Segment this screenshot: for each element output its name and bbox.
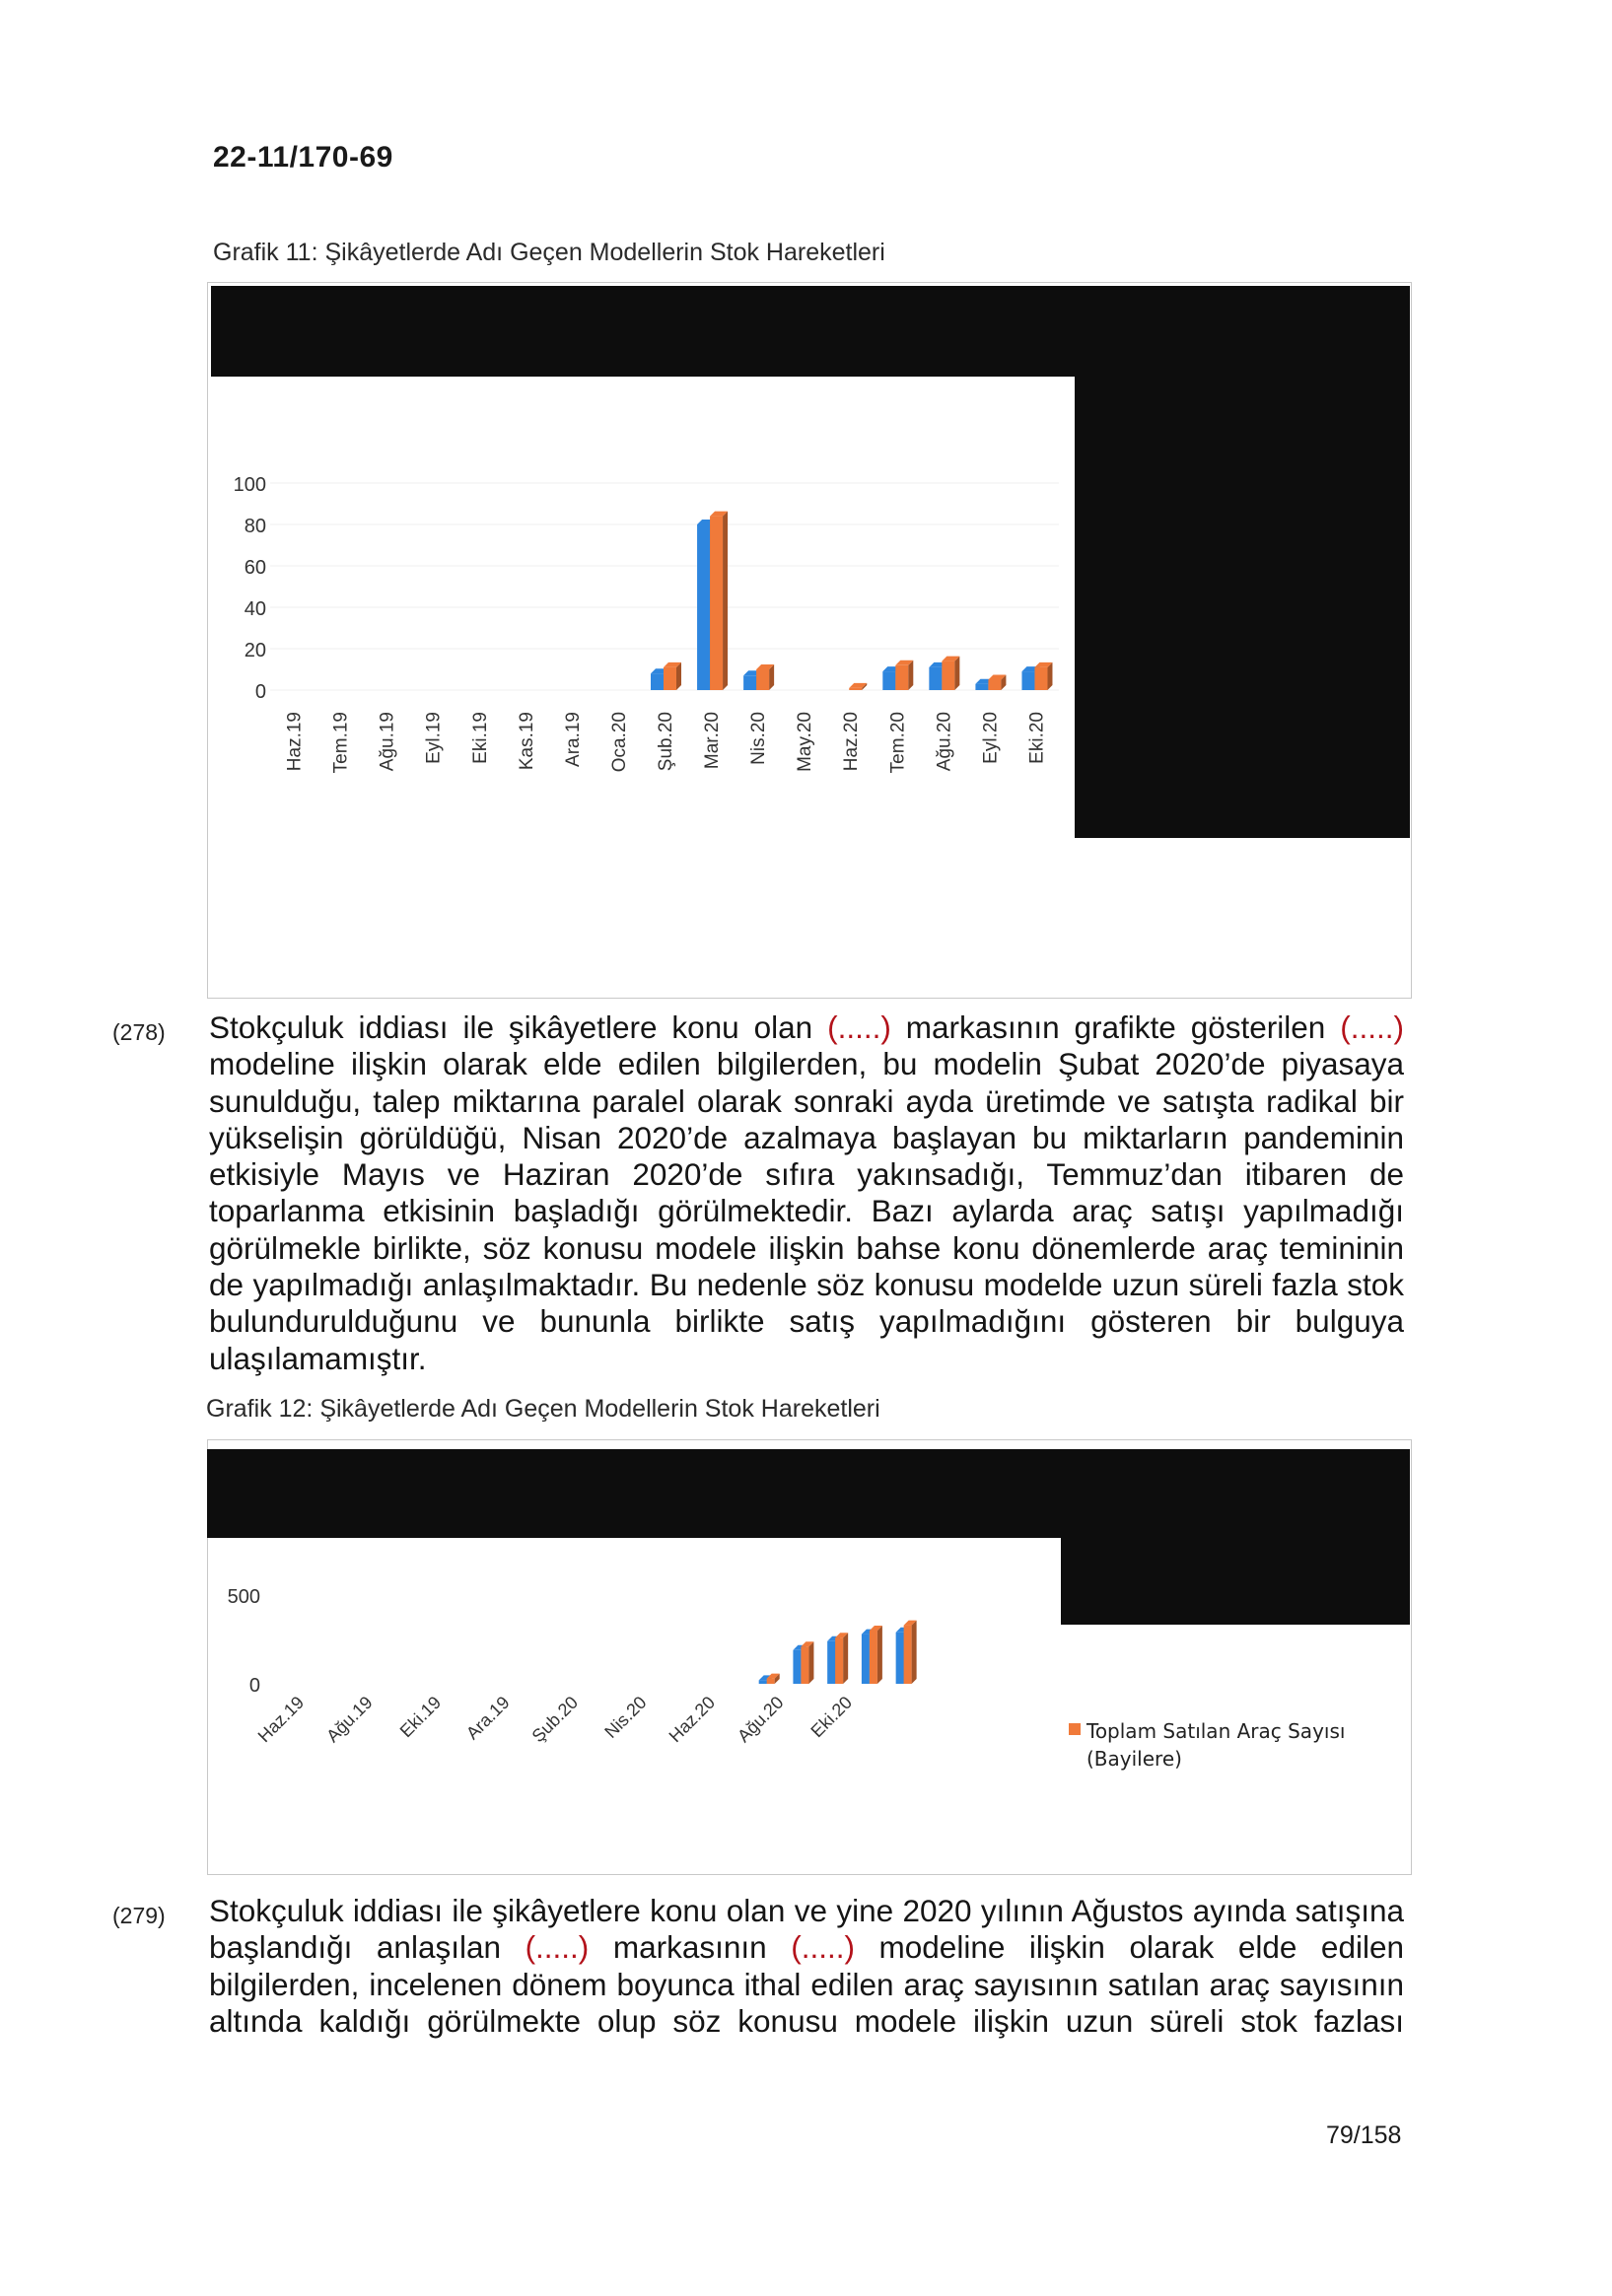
chart-11-x-tick: Mar.20 xyxy=(702,712,724,770)
chart-12-bar-side xyxy=(808,1641,813,1684)
chart-11-redaction-right xyxy=(1075,377,1410,838)
document-id: 22-11/170-69 xyxy=(213,141,393,174)
chart-12-legend-line1: Toplam Satılan Araç Sayısı xyxy=(1086,1719,1346,1743)
chart-11-redaction-top xyxy=(211,286,1410,377)
chart-11-x-tick: Ara.19 xyxy=(562,712,584,767)
chart-11-bar xyxy=(1021,671,1034,690)
chart-12-x-tick: Eki.20 xyxy=(806,1692,856,1742)
chart-11-bar xyxy=(942,661,954,690)
paragraph-279-line-2: başlandığı anlaşılan (.....) markasının (.....) modeline ilişkin olarak elde edilen xyxy=(209,1929,1404,1966)
chart-12-x-tick: Ara.19 xyxy=(461,1692,514,1744)
chart-12-x-tick: Ağu.19 xyxy=(322,1692,377,1747)
chart-11-bar-side xyxy=(908,661,913,690)
chart-12-legend-swatch xyxy=(1069,1723,1081,1735)
chart-11-x-tick: Ağu.19 xyxy=(377,712,398,772)
chart-11-plot xyxy=(211,453,1075,848)
chart-11-x-tick: Kas.19 xyxy=(516,712,537,771)
chart-11-y-tick: 20 xyxy=(244,640,266,661)
paragraph-278-text-b: markasının grafikte gösterilen xyxy=(890,1009,1341,1045)
chart-12-bar xyxy=(767,1679,775,1684)
paragraph-279-redacted-model: (.....) xyxy=(791,1929,855,1966)
chart-12-legend xyxy=(1086,1717,1345,1773)
chart-11-x-tick: Eki.20 xyxy=(1026,712,1048,764)
chart-12-bar xyxy=(801,1646,808,1684)
chart-11-bar xyxy=(975,684,988,690)
chart-12-bar xyxy=(870,1631,877,1684)
chart-11-x-tick: Nis.20 xyxy=(748,712,770,765)
paragraph-278-redacted-model: (.....) xyxy=(1340,1009,1404,1045)
chart-11-bar xyxy=(895,665,908,690)
chart-12-bar xyxy=(827,1641,835,1684)
chart-11-bar xyxy=(651,673,664,690)
chart-11-x-tick: Eki.19 xyxy=(469,712,491,764)
chart-11-x-tick: Eyl.19 xyxy=(423,712,445,764)
chart-11-x-tick: Tem.19 xyxy=(330,712,352,774)
chart-12-x-tick: Ağu.20 xyxy=(734,1692,788,1747)
chart-11-y-tick: 40 xyxy=(244,598,266,620)
chart-12-x-tick: Nis.20 xyxy=(600,1692,651,1742)
chart-11-x-tick: Tem.20 xyxy=(887,712,909,774)
chart-12-bar xyxy=(835,1637,843,1684)
chart-12-bar-side xyxy=(843,1633,848,1684)
chart-11-bar xyxy=(882,671,895,690)
chart-12-y-tick: 0 xyxy=(248,1675,260,1697)
chart-12-x-tick: Haz.20 xyxy=(665,1692,720,1747)
paragraph-279-line-1: Stokçuluk iddiası ile şikâyetlere konu olan ve yine 2020 yılının Ağustos ayında satışına xyxy=(209,1893,1404,1928)
chart-12-x-tick: Haz.19 xyxy=(253,1692,309,1747)
chart-11-bar xyxy=(710,517,723,690)
chart-11-x-tick: Oca.20 xyxy=(608,712,630,773)
chart-12-bar-side xyxy=(912,1621,917,1684)
chart-11-bar xyxy=(929,667,942,690)
chart-11-bar xyxy=(988,680,1001,691)
paragraph-278-number: (278) xyxy=(112,1019,166,1045)
page-number: 79/158 xyxy=(1326,2122,1402,2149)
paragraph-278 xyxy=(209,1009,1404,1377)
chart-11-x-tick: Haz.19 xyxy=(284,712,306,772)
chart-12-bar xyxy=(904,1626,912,1684)
chart-11-y-tick: 80 xyxy=(244,516,266,537)
chart-11-x-tick: Haz.20 xyxy=(841,712,863,772)
chart-11-bar xyxy=(1034,667,1047,690)
chart-11-bar-side xyxy=(954,657,959,690)
chart-11-bar xyxy=(756,669,769,690)
chart-12-bar xyxy=(862,1635,870,1684)
chart-12-caption: Grafik 12: Şikâyetlerde Adı Geçen Modellerin Stok Hareketleri xyxy=(206,1395,880,1423)
chart-11-bar xyxy=(697,524,710,690)
chart-12-legend-line2: (Bayilere) xyxy=(1086,1747,1182,1771)
chart-11-bar-side xyxy=(723,512,728,690)
paragraph-279-line-4: altında kaldığı görülmekte olup söz konusu modele ilişkin uzun süreli stok fazlası xyxy=(209,2002,1404,2039)
chart-11-x-tick: Şub.20 xyxy=(656,712,676,772)
chart-11-x-tick: Ağu.20 xyxy=(934,712,955,772)
chart-11-y-tick: 60 xyxy=(244,557,266,579)
chart-11-x-tick: May.20 xyxy=(795,712,816,772)
chart-11-y-tick: 100 xyxy=(233,474,266,496)
chart-11-bar xyxy=(743,675,756,690)
chart-11-bar xyxy=(664,667,676,690)
chart-12-x-tick: Şub.20 xyxy=(527,1692,583,1747)
chart-12-redaction-right xyxy=(1061,1538,1410,1625)
chart-11-x-tick: Eyl.20 xyxy=(980,712,1002,764)
paragraph-279-line-3: bilgilerden, incelenen dönem boyunca ithal edilen araç sayısının satılan araç sayısının xyxy=(209,1966,1404,2002)
chart-11-y-tick: 0 xyxy=(254,681,266,703)
paragraph-279 xyxy=(209,1893,1404,2040)
paragraph-279-redacted-brand: (.....) xyxy=(525,1929,590,1966)
chart-12-redaction-top xyxy=(207,1449,1410,1538)
paragraph-279-number: (279) xyxy=(112,1903,166,1928)
chart-12-y-tick: 500 xyxy=(227,1586,260,1608)
chart-12-bar xyxy=(793,1650,801,1684)
chart-11-bar xyxy=(849,688,862,690)
chart-12-x-tick: Eki.19 xyxy=(395,1692,446,1742)
paragraph-278-text-rest: modeline ilişkin olarak elde edilen bilgilerden, bu modelin Şubat 2020’de piyasaya sunulduğu, talep miktarına paralel olarak sonraki ayda üretimde ve satışta radikal bir yükselişin görüldüğü, Nisan 2020’de azalmaya başlayan bu miktarların pandeminin etkisiyle Mayıs ve Haziran 2020’de sıfıra yakınsadığı, Temmuz’dan itibaren de toparlanma etkisinin başladığı görülmektedir. Bazı aylarda araç satışı yapılmadığı görülmekle birlikte, söz konusu modele ilişkin bahse konu dönemlerde araç temininin de yapılmadığı anlaşılmaktadır. Bu nedenle söz konusu modelde uzun süreli fazla stok bulundurulduğunu ve bununla birlikte satış yapılmadığını gösteren bir bulguya ulaşılamamıştır. xyxy=(209,1046,1404,1376)
chart-12-plot xyxy=(211,1558,1059,1794)
chart-12-bar xyxy=(896,1633,904,1684)
chart-12-bar xyxy=(759,1680,767,1684)
paragraph-278-text-a: Stokçuluk iddiası ile şikâyetlere konu olan xyxy=(209,1009,828,1045)
chart-11-caption: Grafik 11: Şikâyetlerde Adı Geçen Modellerin Stok Hareketleri xyxy=(213,239,885,266)
paragraph-278-redacted-brand: (.....) xyxy=(827,1009,891,1045)
chart-12-bar-side xyxy=(877,1626,882,1684)
